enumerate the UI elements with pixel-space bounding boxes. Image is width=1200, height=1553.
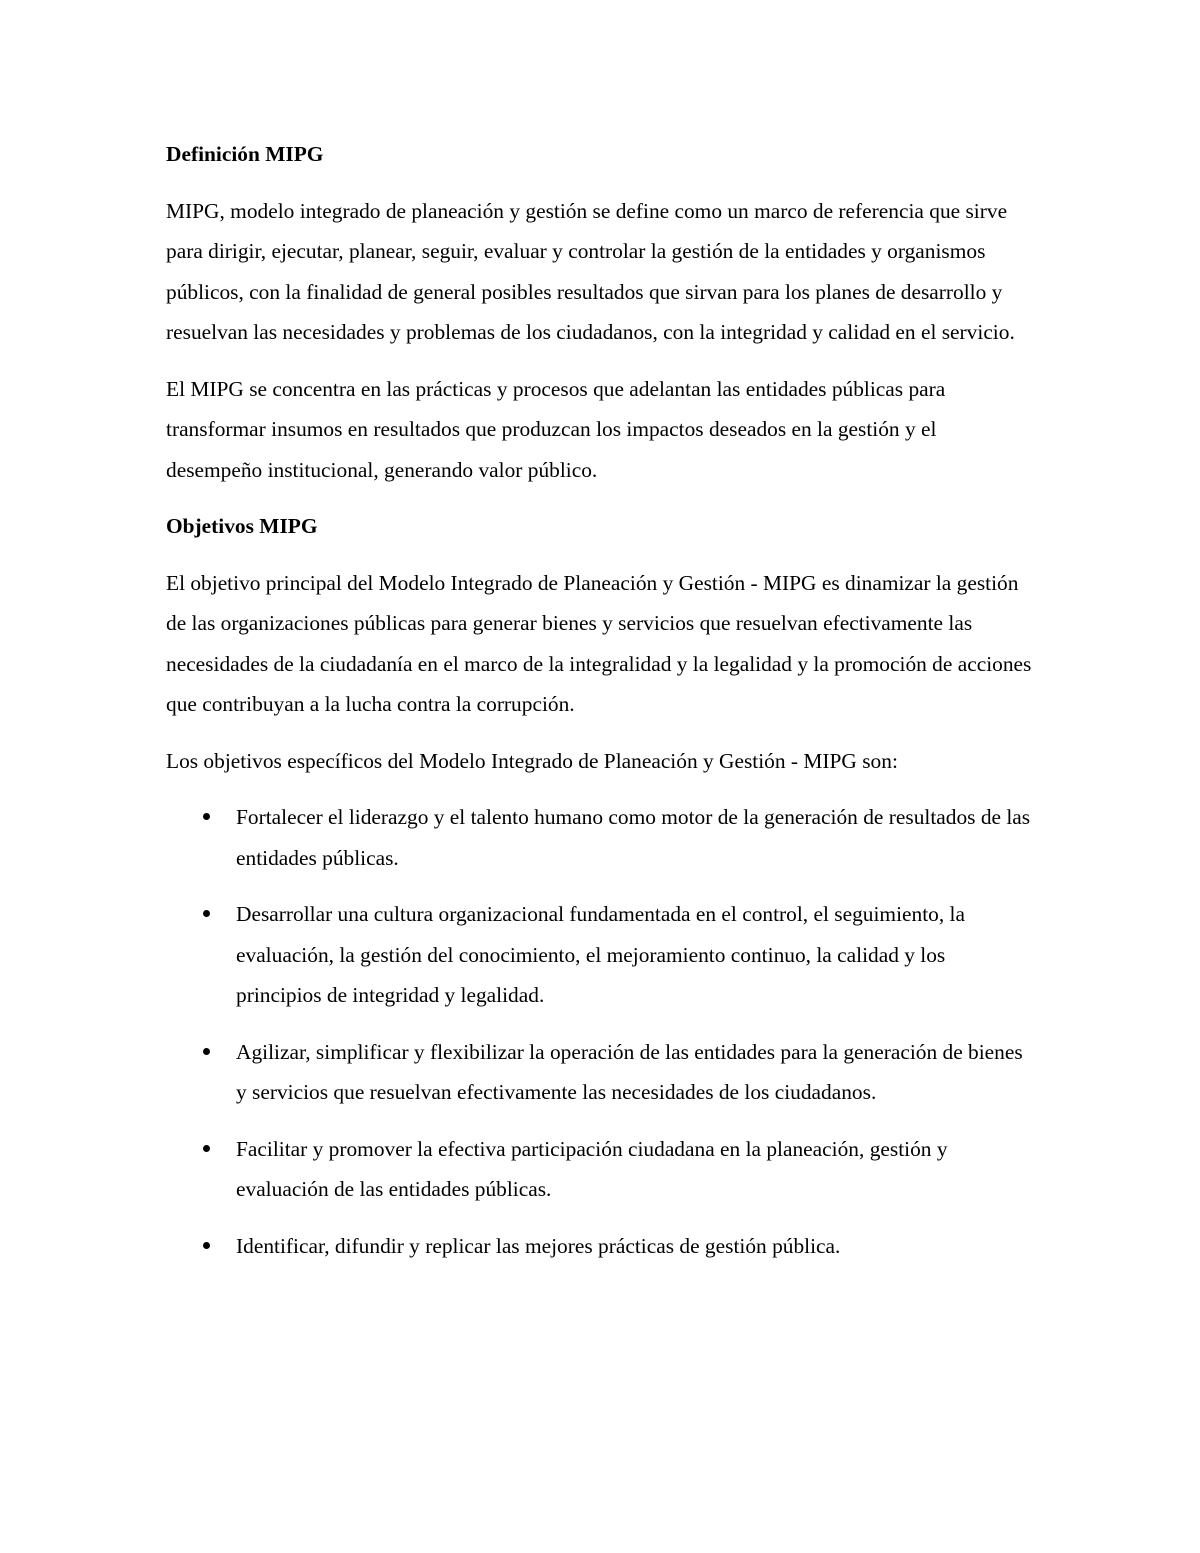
list-item (166, 797, 1036, 878)
bullet-icon (203, 1145, 210, 1152)
list-item (166, 1226, 1036, 1267)
bullet-icon (203, 1242, 210, 1249)
objectives-section (166, 506, 1036, 1266)
objectives-main-paragraph: El objetivo principal del Modelo Integrado de Planeación y Gestión - MIPG es dinamizar la gestión de las organizaciones públicas para generar bienes y servicios que resuelvan efectivamente las necesidades de la ciudadanía en el marco de la integralidad y la legalidad y la promoción de acciones que contribuyan a la lucha contra la corrupción. (166, 570, 1032, 716)
list-item-text: Identificar, difundir y replicar las mejores prácticas de gestión pública. (236, 1233, 841, 1258)
list-item (166, 1129, 1036, 1210)
document-body (166, 134, 1036, 1282)
definition-paragraph-1: MIPG, modelo integrado de planeación y gestión se define como un marco de referencia que sirve para dirigir, ejecutar, planear, seguir, evaluar y controlar la gestión de la entidades y organismos públicos, con la finalidad de general posibles resultados que sirvan para los planes de desarrollo y resuelvan las necesidades y problemas de los ciudadanos, con la integridad y calidad en el servicio. (166, 198, 1015, 344)
bullet-icon (203, 1048, 210, 1055)
list-item-text: Desarrollar una cultura organizacional fundamentada en el control, el seguimiento, la evaluación, la gestión del conocimiento, el mejoramiento continuo, la calidad y los principios de integridad y legalidad. (236, 902, 965, 1007)
list-item-text: Fortalecer el liderazgo y el talento humano como motor de la generación de resultados de las entidades públicas. (236, 805, 1031, 870)
definition-paragraph-2: El MIPG se concentra en las prácticas y procesos que adelantan las entidades públicas para transformar insumos en resultados que produzcan los impactos deseados en la gestión y el desempeño institucional, generando valor público. (166, 376, 946, 482)
list-item-text: Facilitar y promover la efectiva participación ciudadana en la planeación, gestión y evaluación de las entidades públicas. (236, 1136, 948, 1201)
list-item (166, 1032, 1036, 1113)
objectives-specific-intro: Los objetivos específicos del Modelo Integrado de Planeación y Gestión - MIPG son: (166, 748, 898, 773)
specific-objectives-list (166, 797, 1036, 1266)
definition-heading: Definición MIPG (166, 142, 324, 166)
list-item (166, 894, 1036, 1016)
definition-section (166, 134, 1036, 490)
list-item-text: Agilizar, simplificar y flexibilizar la operación de las entidades para la generación de bienes y servicios que resuelvan efectivamente las necesidades de los ciudadanos. (236, 1039, 1023, 1104)
bullet-icon (203, 813, 210, 820)
bullet-icon (203, 910, 210, 917)
objectives-heading: Objetivos MIPG (166, 514, 318, 538)
